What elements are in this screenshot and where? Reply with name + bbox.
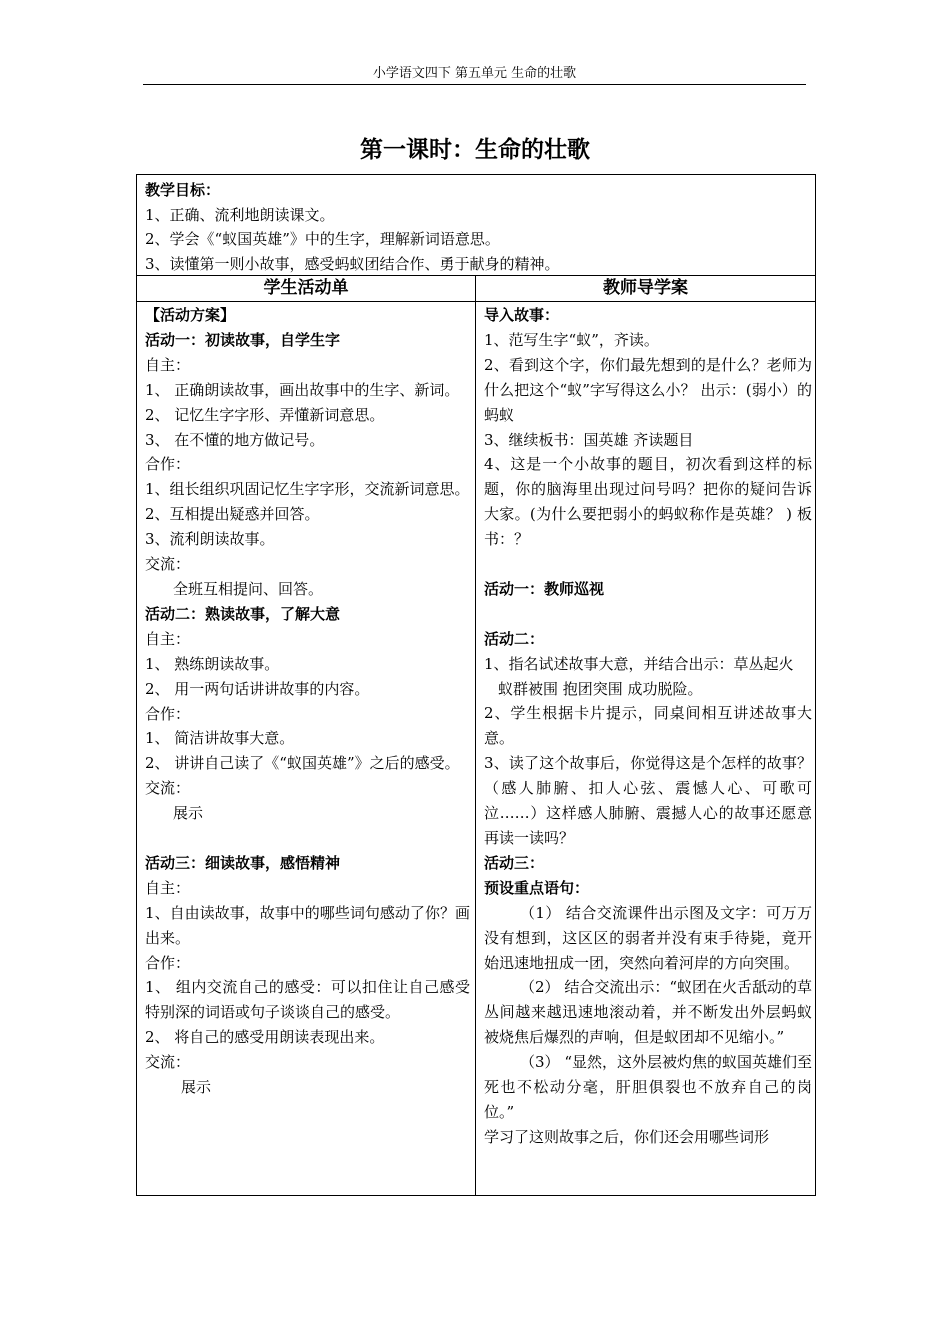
goal-item: 2、学会《“蚁国英雄”》中的生字，理解新词语意思。 (145, 230, 500, 249)
activity-heading: 活动一：教师巡视 (484, 579, 605, 598)
key-sentences-label: 预设重点语句： (484, 878, 590, 897)
list-item: 1、 组内交流自己的感受：可以扣住让自己感受特别深的词语或句子谈谈自己的感受。 (145, 978, 470, 1022)
list-item: 2、 将自己的感受用朗读表现出来。 (145, 1028, 385, 1047)
key-sentence: （3） “显然，这外层被灼焦的蚁国英雄们至死也不松动分毫，肝胆俱裂也不放弃自己的岗位。” (484, 1053, 812, 1121)
key-sentence: （1） 结合交流课件出示图及文字：可万万没有想到，这区区的弱者并没有束手待毙，竟开始迅速地扭成一团，突然向着河岸的方向突围。 (484, 903, 812, 972)
goals-label: 教学目标： (145, 181, 221, 199)
list-item: 全班互相提问、回答。 (173, 579, 324, 598)
teacher-guide-column (484, 303, 812, 1150)
list-item: 1、 正确朗读故事，画出故事中的生字、新词。 (145, 380, 460, 399)
activity-heading: 活动一：初读故事，自学生字 (145, 330, 341, 349)
section-label: 自主： (145, 629, 191, 648)
activity-heading: 活动二： (484, 629, 545, 648)
goal-item: 3、读懂第一则小故事，感受蚂蚁团结合作、勇于献身的精神。 (145, 254, 560, 273)
spacer (145, 826, 470, 851)
student-activity-column (145, 303, 470, 1100)
teacher-guide-header: 教师导学案 (603, 278, 688, 298)
guide-item: 4、这是一个小故事的题目，初次看到这样的标题，你的脑海里出现过问号吗？把你的疑问告诉大家。(为什么要把弱小的蚂蚁称作是英雄？ ) 板书：？ (484, 455, 812, 549)
spacer (484, 602, 812, 627)
list-item: 1、 熟练朗读故事。 (145, 654, 280, 673)
page-header: 小学语文四下 第五单元 生命的壮歌 (372, 66, 577, 81)
list-item: 2、 讲讲自己读了《“蚁国英雄”》之后的感受。 (145, 754, 460, 773)
list-item: 展示 (173, 804, 204, 823)
list-item: 1、组长组织巩固记忆生字字形，交流新词意思。 (145, 480, 470, 499)
list-item: 3、流利朗读故事。 (145, 530, 275, 549)
lesson-table (136, 174, 816, 1196)
guide-item: 3、读了这个故事后，你觉得这是个怎样的故事？（感人肺腑、扣人心弦、震憾人心、可歌可泣……）这样感人肺腑、震撼人心的故事还愿意再读一读吗？ (484, 754, 812, 847)
guide-item: 1、指名试述故事大意，并结合出示：草丛起火 (484, 654, 794, 673)
list-item: 2、 用一两句话讲讲故事的内容。 (145, 679, 370, 698)
intro-heading: 导入故事： (484, 306, 560, 324)
section-label: 合作： (145, 455, 191, 474)
list-item: 3、 在不懂的地方做记号。 (145, 430, 325, 449)
header-row-divider (137, 301, 815, 302)
activity-heading: 活动三： (484, 853, 545, 872)
column-divider (475, 275, 476, 1195)
section-label: 自主： (145, 355, 191, 374)
list-item: 2、互相提出疑惑并回答。 (145, 505, 320, 524)
guide-item: 3、继续板书：国英雄 齐读题目 (484, 430, 694, 449)
list-item: 2、 记忆生字字形、弄懂新词意思。 (145, 405, 385, 424)
guide-item: 蚁群被围 抱团突围 成功脱险。 (498, 679, 703, 698)
page-title: 第一课时：生命的壮歌 (360, 137, 590, 163)
teaching-goals (137, 175, 815, 275)
student-activity-header: 学生活动单 (263, 278, 349, 298)
key-sentence: （2） 结合交流出示：“蚁团在火舌舐动的草丛间越来越迅速地滚动着，并不断发出外层蚂蚁被烧焦后爆烈的声响，但是蚁团却不见缩小。” (484, 978, 812, 1047)
list-item: 展示 (181, 1078, 212, 1097)
activity-heading: 活动二：熟读故事，了解大意 (145, 604, 341, 623)
list-item: 1、 简洁讲故事大意。 (145, 729, 295, 748)
spacer (484, 552, 812, 577)
guide-item: 学习了这则故事之后，你们还会用哪些词形 (484, 1127, 770, 1146)
section-label: 合作： (145, 953, 191, 972)
section-label: 交流： (145, 779, 191, 798)
section-label: 交流： (145, 1053, 191, 1072)
section-label: 自主： (145, 878, 191, 897)
list-item: 1、自由读故事，故事中的哪些词句感动了你？画出来。 (145, 903, 470, 947)
activity-heading: 活动三：细读故事，感悟精神 (145, 853, 341, 872)
section-label: 合作： (145, 704, 191, 723)
guide-item: 1、范写生字“蚁”，齐读。 (484, 330, 659, 349)
section-label: 交流： (145, 555, 191, 574)
guide-item: 2、学生根据卡片提示，同桌间相互讲述故事大意。 (484, 704, 812, 748)
header-divider (143, 84, 806, 85)
activity-plan-label: 【活动方案】 (145, 306, 236, 324)
goal-item: 1、正确、流利地朗读课文。 (145, 205, 335, 224)
guide-item: 2、看到这个字，你们最先想到的是什么？老师为什么把这个“蚁”字写得这么小？ 出示：(弱小）的蚂蚁 (484, 355, 812, 424)
